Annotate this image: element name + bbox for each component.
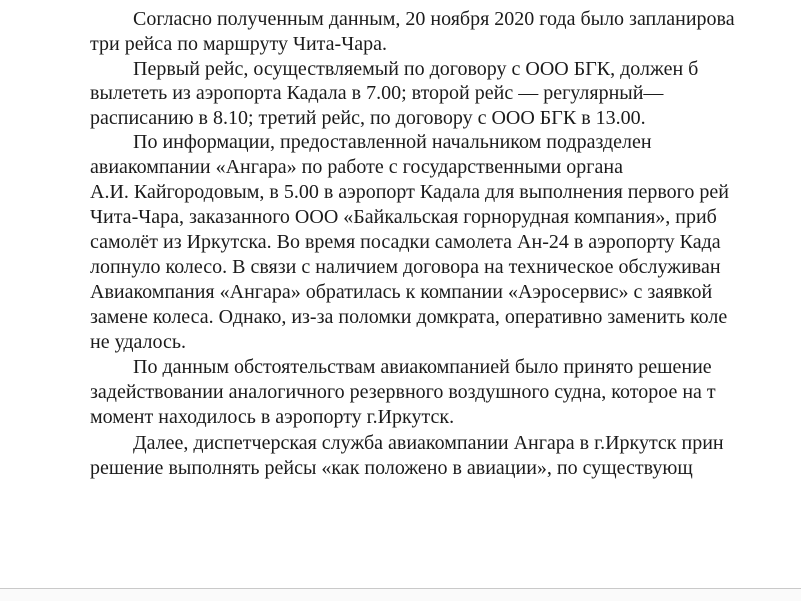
text-line: расписанию в 8.10; третий рейс, по договору с ООО БГК в 13.00. <box>90 107 646 129</box>
text-line: По информации, предоставленной начальником подразделен <box>133 131 652 153</box>
page-bottom-strip <box>0 589 801 601</box>
text-line: А.И. Кайгородовым, в 5.00 в аэропорт Кадала для выполнения первого рей <box>90 181 729 203</box>
text-line: вылететь из аэропорта Кадала в 7.00; второй рейс — регулярный— <box>90 82 664 104</box>
text-line: Согласно полученным данным, 20 ноября 2020 года было запланирова <box>133 8 735 30</box>
text-line: замене колеса. Однако, из-за поломки домкрата, оперативно заменить коле <box>90 306 728 328</box>
text-line: решение выполнять рейсы «как положено в авиации», по существующ <box>90 457 693 479</box>
text-line: момент находилось в аэропорту г.Иркутск. <box>90 406 455 428</box>
text-line: Чита-Чара, заказанного ООО «Байкальская горнорудная компания», приб <box>90 206 717 228</box>
text-line: По данным обстоятельствам авиакомпанией было принято решение <box>133 356 712 378</box>
text-line: Авиакомпания «Ангара» обратилась к компании «Аэросервис» с заявкой <box>90 281 713 303</box>
text-line: Первый рейс, осуществляемый по договору с ООО БГК, должен б <box>133 58 699 80</box>
text-line: самолёт из Иркутска. Во время посадки самолета Ан-24 в аэропорту Када <box>90 231 721 253</box>
text-line: Далее, диспетчерская служба авиакомпании Ангара в г.Иркутск прин <box>133 432 724 454</box>
text-line: задействовании аналогичного резервного воздушного судна, которое на т <box>90 381 716 403</box>
text-line: лопнуло колесо. В связи с наличием договора на техническое обслуживан <box>90 256 721 278</box>
text-line: не удалось. <box>90 331 187 353</box>
text-line: три рейса по маршруту Чита-Чара. <box>90 33 387 55</box>
text-line: авиакомпании «Ангара» по работе с государственными органа <box>90 156 623 178</box>
